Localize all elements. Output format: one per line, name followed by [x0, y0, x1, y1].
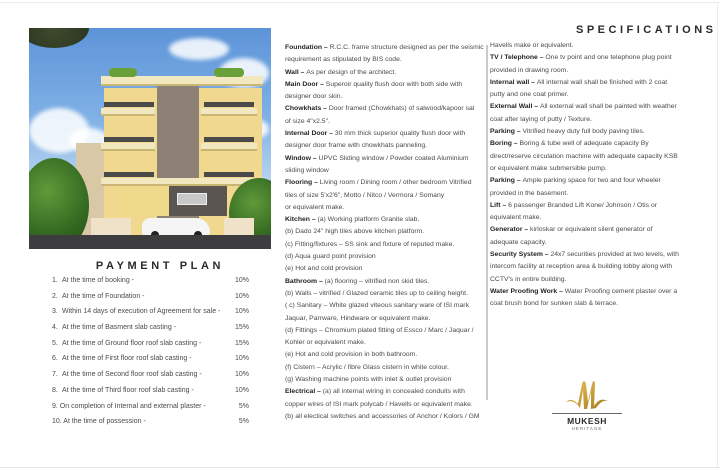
item-percent: 15%: [234, 324, 249, 332]
spec-line: [490, 249, 715, 261]
spec-line: [285, 362, 483, 374]
spec-label: Internal Door –: [285, 130, 335, 138]
payment-plan-item: [52, 383, 252, 399]
spec-text: copper wires of ISI mark polycab / Havells or equivalent make.: [285, 400, 473, 408]
item-text: At the time of Second floor roof slab casting -: [62, 371, 202, 379]
spec-line: [490, 224, 715, 236]
spec-label: Water Proofing Work –: [490, 287, 565, 295]
spec-text: coat brush bond for sunken slab & terrace.: [490, 300, 619, 308]
item-number: 4.: [52, 324, 58, 332]
spec-text: 6 passenger Branded Lift Kone/ Johnson / Otis or: [508, 201, 657, 209]
spec-line: [490, 261, 715, 273]
spec-text: (b) Dado 24" high tiles above kitchen platform.: [285, 228, 425, 236]
spec-line: [285, 337, 483, 349]
spec-text: adequate capacity.: [490, 238, 547, 246]
spec-text: Water Proofing cement plaster over a: [564, 287, 678, 295]
spec-text: Door framed (Chowkhats) of salwood/kapoor sal: [328, 105, 475, 113]
spec-line: [285, 263, 483, 275]
spec-text: Kohler or equivalent make.: [285, 339, 366, 347]
spec-label: TV / Telephone –: [490, 54, 546, 62]
item-percent: 10%: [234, 277, 249, 284]
payment-plan-item: [52, 320, 252, 336]
spec-label: Window –: [285, 154, 319, 162]
item-number: 1.: [52, 277, 58, 284]
spec-text: Havells make or equivalent.: [490, 42, 574, 49]
spec-text: of size 4"x2.5".: [285, 117, 330, 125]
spec-label: Chowkhats –: [285, 105, 329, 113]
spec-line: [285, 349, 483, 361]
spec-label: Parking –: [490, 128, 523, 136]
spec-line: [285, 214, 483, 226]
spec-text: Superoir quality flush door with both side with: [325, 80, 463, 88]
spec-line: [285, 276, 483, 288]
spec-text: As per design of the architect.: [306, 68, 397, 76]
spec-label: Main Door –: [285, 80, 326, 88]
spec-text: requirement as stipulated by BIS code.: [285, 56, 402, 64]
spec-line: [490, 188, 715, 200]
spec-line: [490, 114, 715, 126]
spec-text: (a) all internal wiring in concealed conduits with: [322, 388, 465, 396]
spec-line: [490, 126, 715, 138]
spec-line: [490, 200, 715, 212]
item-text: Within 14 days of execution of Agreement for sale -: [62, 308, 221, 316]
spec-line: [285, 42, 483, 54]
spec-label: Wall –: [285, 68, 307, 76]
payment-plan-item: [52, 336, 252, 352]
spec-line: [285, 128, 483, 140]
spec-text: (a) Working platform Granite slab.: [317, 216, 420, 224]
spec-line: [490, 138, 715, 150]
spec-line: [285, 239, 483, 251]
spec-text: (e) Hot and cold provision in both bathroom.: [285, 351, 418, 359]
spec-line: [285, 165, 483, 177]
spec-line: [285, 116, 483, 128]
spec-label: Parking –: [490, 177, 523, 185]
spec-text: or equivalent make.: [285, 203, 345, 211]
spec-text: provided in the basement.: [490, 189, 569, 197]
spec-text: intercom facility at reception area & building lobby along with: [490, 263, 673, 271]
spec-text: putty and one coat primer.: [490, 91, 569, 99]
spec-line: [285, 202, 483, 214]
spec-label: External Wall –: [490, 103, 540, 111]
spec-line: [285, 190, 483, 202]
payment-plan-item: [52, 399, 252, 415]
spec-label: Security System –: [490, 251, 551, 259]
spec-line: [490, 101, 715, 113]
spec-text: Vitrified heavy duty full body paving tiles.: [522, 128, 645, 136]
item-number: 3.: [52, 308, 58, 316]
item-text: 9. On completion of Internal and external plaster -: [52, 402, 206, 410]
item-number: 8.: [52, 386, 58, 394]
spec-text: (a) flooring – vitrified non skid tiles.: [324, 277, 430, 285]
payment-plan-item: [52, 289, 252, 305]
spec-line: [285, 251, 483, 263]
spec-line: [490, 163, 715, 175]
payment-plan-item: [52, 304, 252, 320]
spec-text: 24x7 securities provided at two levels, with: [550, 251, 679, 259]
spec-label: Lift –: [490, 201, 509, 209]
spec-line: [285, 140, 483, 152]
item-percent: 10%: [234, 355, 249, 363]
payment-plan-title: PAYMENT PLAN: [95, 260, 225, 272]
spec-line: [285, 54, 483, 66]
spec-line: [490, 77, 715, 89]
spec-label: Kitchen –: [285, 216, 318, 224]
spec-text: Jaquar, Parrware, Hindware or equivalent make.: [285, 314, 431, 322]
spec-line: [285, 374, 483, 386]
spec-text: Living room / Dining room / other bedroom Vitrified: [319, 179, 472, 187]
item-text: At the time of Ground floor roof slab casting -: [62, 339, 202, 347]
item-number: 2.: [52, 292, 58, 300]
spec-label: Foundation –: [285, 44, 330, 51]
payment-plan-list: [52, 273, 252, 430]
spec-line: [490, 298, 715, 310]
spec-line: [490, 52, 715, 64]
spec-line: [285, 79, 483, 91]
spec-text: tiles of size 5'x2'6", Motto / Nitco / Vermora / Somany: [285, 191, 445, 199]
spec-text: UPVC Sliding window / Powder coated Aluminium: [318, 154, 469, 162]
logo-name: MUKESH: [567, 416, 607, 426]
spec-label: Flooring –: [285, 179, 320, 187]
item-number: 7.: [52, 371, 58, 379]
item-percent: 5%: [238, 418, 249, 426]
item-text: At the time of Basment slab casting -: [62, 324, 176, 332]
spec-line: [285, 153, 483, 165]
spec-line: [490, 40, 715, 52]
spec-text: ( c) Sanitary – White glazed viteous sanitary ware of ISI mark: [285, 302, 469, 310]
spec-line: [285, 177, 483, 189]
spec-label: Bathroom –: [285, 277, 325, 285]
spec-text: Ample parking space for two and four wheeler: [522, 177, 661, 185]
spec-line: [490, 212, 715, 224]
spec-text: Boring & tube well of adequate capacity By: [519, 140, 649, 148]
payment-plan-item: [52, 367, 252, 383]
spec-text: provided in drawing room.: [490, 66, 569, 74]
spec-text: (e) Hot and cold provision: [285, 265, 363, 273]
spec-line: [285, 325, 483, 337]
spec-line: [285, 313, 483, 325]
item-percent: 10%: [234, 371, 249, 379]
spec-text: (d) Fittings – Chromium plated fitting of Essco / Marc / Jaquar /: [285, 326, 474, 334]
payment-plan-item: [52, 351, 252, 367]
spec-text: CCTV's in entire building.: [490, 275, 567, 283]
spec-text: kirloskar or equivalent silent generator of: [530, 226, 653, 234]
mukesh-heritage-logo: [552, 378, 622, 438]
spec-text: sliding window: [285, 166, 329, 174]
specifications-column-middle: [285, 42, 483, 423]
spec-text: (c) Fitting/fixtures – SS sink and fixture of reputed make.: [285, 240, 455, 248]
spec-text: or equivalent make submersible pump.: [490, 164, 607, 172]
spec-line: [490, 65, 715, 77]
specifications-column-right: [490, 40, 715, 311]
payment-plan-item: [52, 273, 252, 289]
building-illustration: [29, 28, 271, 249]
spec-text: 30 mm thick superior quality flush door with: [334, 130, 466, 138]
item-text: At the time of First floor roof slab casting -: [62, 355, 192, 363]
spec-line: [285, 67, 483, 79]
spec-label: Generator –: [490, 226, 531, 234]
spec-text: designer door frame with chowkhats panneling.: [285, 142, 428, 150]
spec-line: [285, 226, 483, 238]
spec-line: [490, 175, 715, 187]
spec-line: [490, 274, 715, 286]
spec-text: (b) Walls – vitrified / Glazed ceramic tiles up to ceiling height.: [285, 289, 468, 297]
spec-line: [490, 237, 715, 249]
payment-plan-item: [52, 414, 252, 430]
item-text: At the time of Third floor roof slab casting -: [62, 386, 194, 394]
spec-text: designer door skin.: [285, 93, 343, 101]
page-border-bottom: [0, 467, 720, 468]
spec-text: equivalent make.: [490, 214, 542, 222]
spec-text: coat after laying of putty / Texture.: [490, 115, 592, 123]
spec-text: (g) Washing machine points with inlet & outlet provision: [285, 376, 452, 384]
spec-line: [285, 288, 483, 300]
item-percent: 10%: [234, 308, 249, 316]
spec-line: [490, 286, 715, 298]
spec-text: R.C.C. frame structure designed as per the seismic: [329, 44, 484, 51]
spec-text: (f) Cistern – Acrylic / fibre Glass cistern in white colour.: [285, 363, 449, 371]
spec-line: [285, 386, 483, 398]
spec-label: Internal wall –: [490, 78, 537, 86]
spec-text: direct/reserve circulation machine with adequate capacity KSB: [490, 152, 678, 160]
spec-text: All internal wall shall be finished with 2 coat: [536, 78, 668, 86]
logo-rule: [552, 413, 622, 414]
logo-subtitle: HERITAGE: [571, 426, 603, 431]
spec-label: Electrical –: [285, 388, 323, 396]
spec-line: [285, 300, 483, 312]
item-percent: 5%: [238, 402, 249, 410]
spec-line: [490, 89, 715, 101]
spec-label: Boring –: [490, 140, 520, 148]
spec-line: [285, 91, 483, 103]
spec-line: [285, 399, 483, 411]
page-border-top: [0, 2, 720, 3]
spec-text: (d) Aqua guard point provision: [285, 253, 376, 261]
gold-m-monogram-icon: [564, 378, 610, 414]
column-divider: [486, 45, 488, 400]
spec-line: [490, 151, 715, 163]
specifications-title: SPECIFICATIONS: [576, 24, 717, 36]
spec-text: (b) all electical switches and accessories of Anchor / Kolors / GM: [285, 412, 480, 420]
item-percent: 10%: [234, 292, 249, 300]
spec-text: All external wall shall be painted with weather: [540, 103, 677, 111]
page-border-right: [717, 2, 718, 468]
spec-line: [285, 103, 483, 115]
spec-text: One tv point and one telephone plug point: [545, 54, 672, 62]
item-text: At the time of booking -: [62, 277, 134, 284]
item-text: 10. At the time of possession -: [52, 418, 146, 426]
item-text: At the time of Foundation -: [62, 292, 145, 300]
item-percent: 15%: [234, 339, 249, 347]
item-percent: 10%: [234, 386, 249, 394]
spec-line: [285, 411, 483, 423]
item-number: 5.: [52, 339, 58, 347]
item-number: 6.: [52, 355, 58, 363]
